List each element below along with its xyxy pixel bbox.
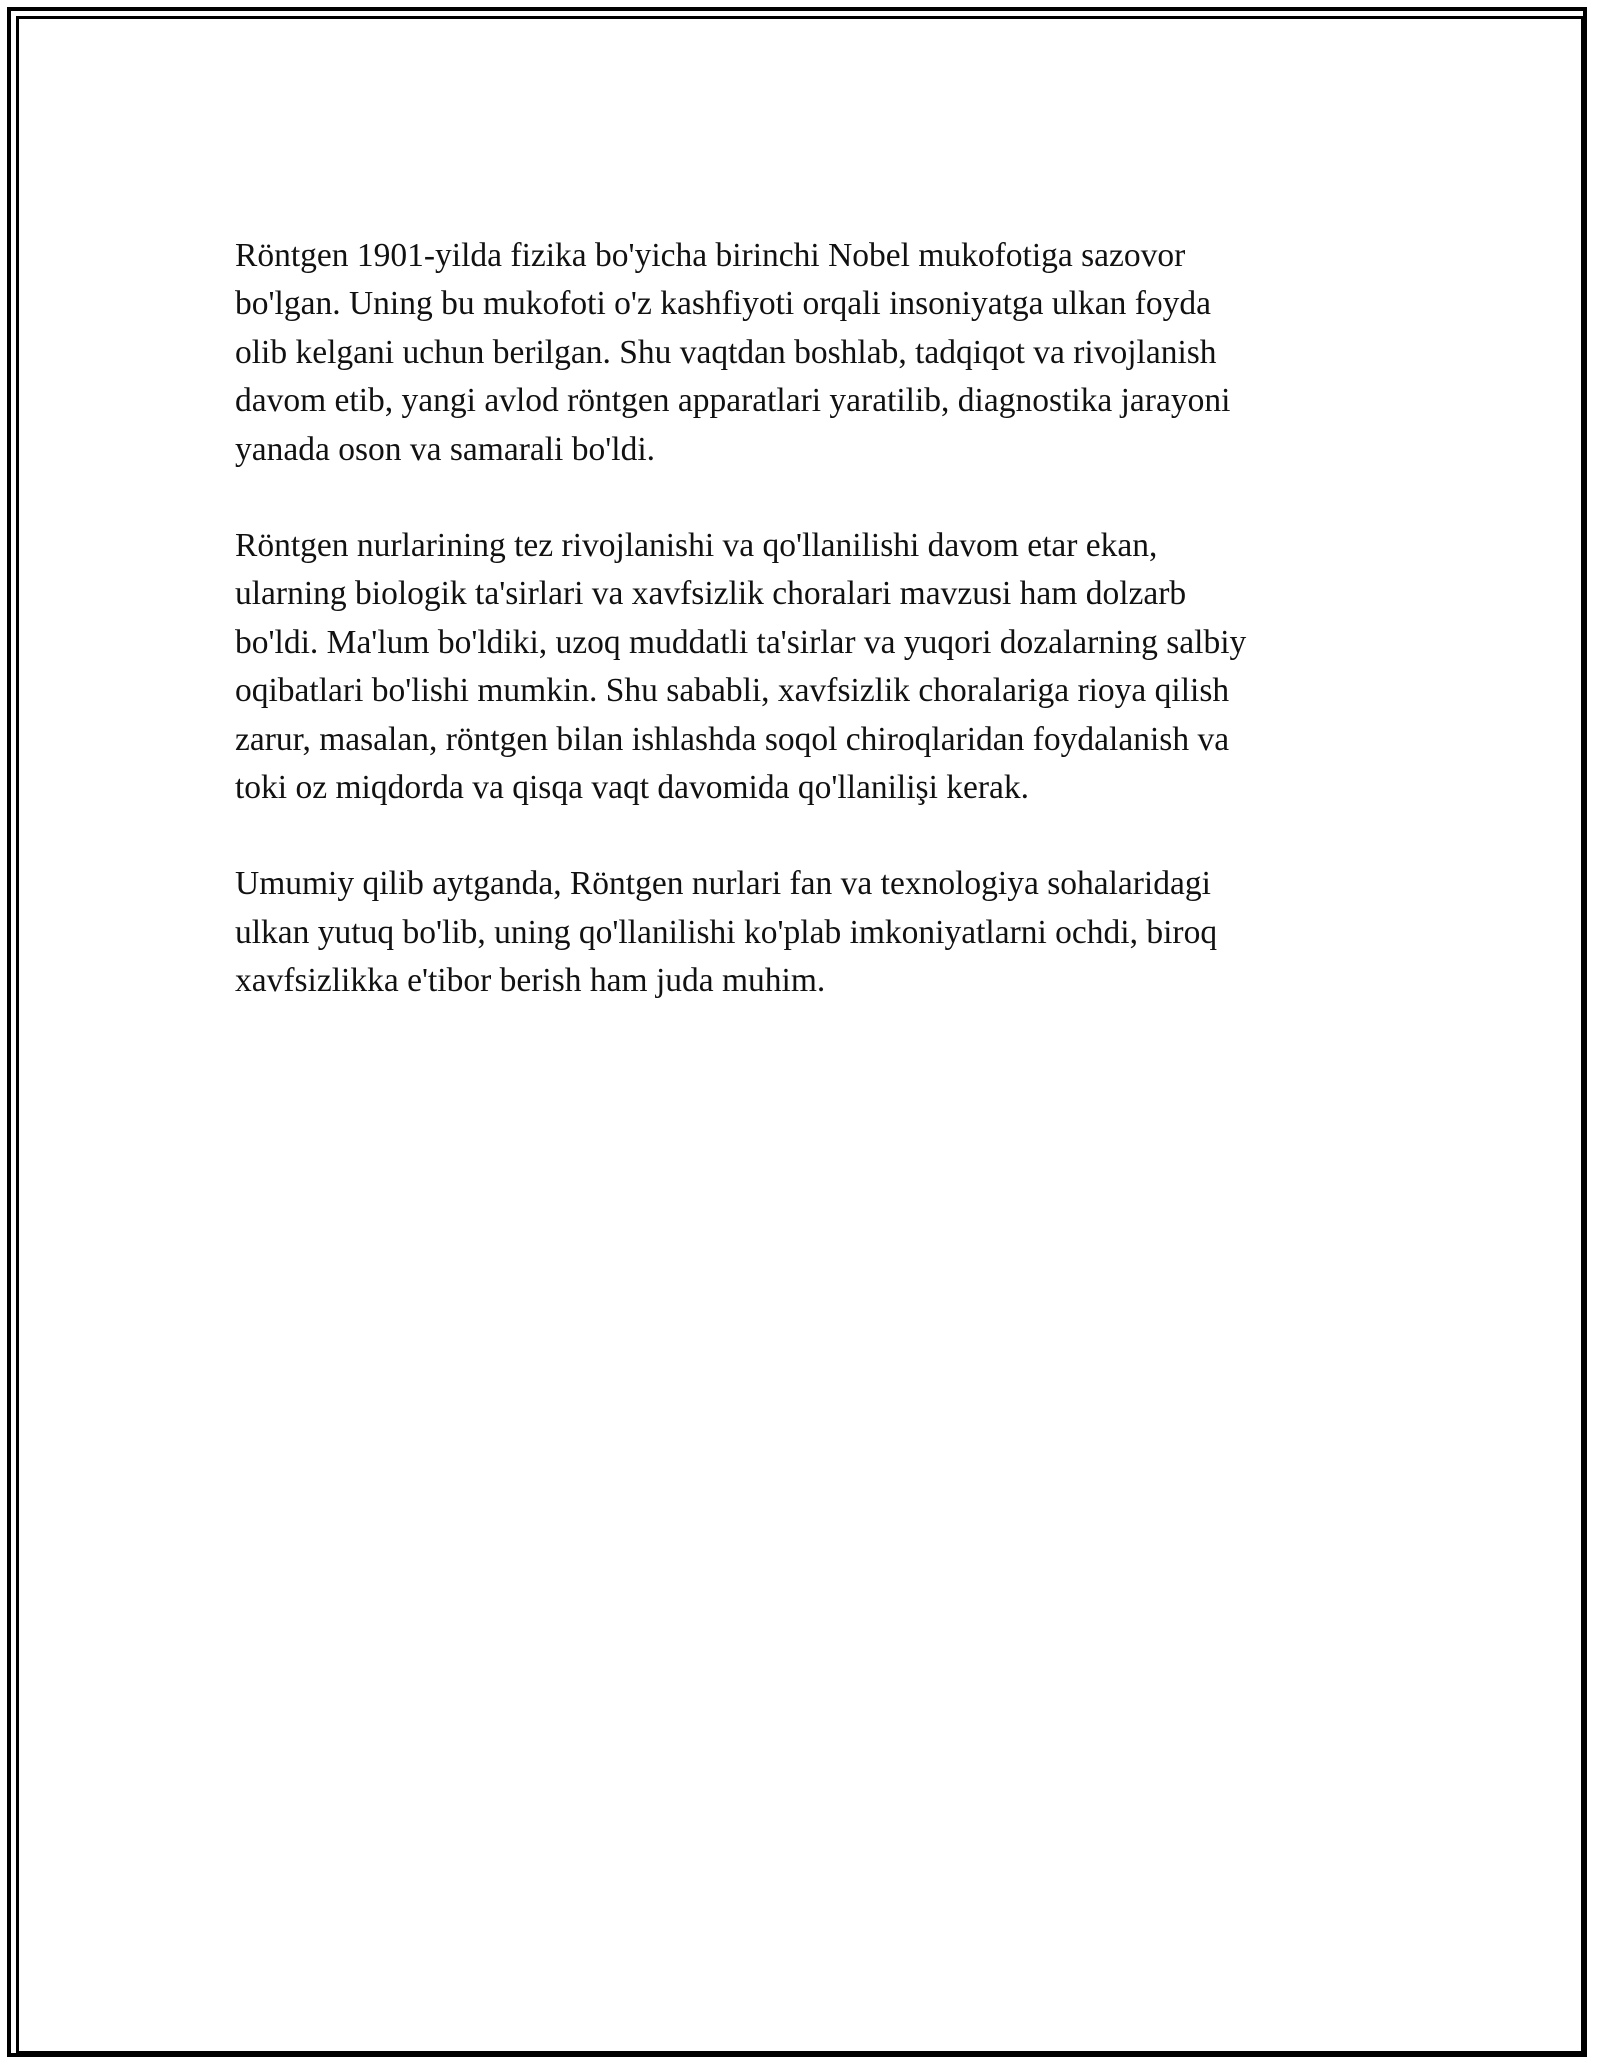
text-line: toki oz miqdorda va qisqa vaqt davomida qo'llanilişi kerak. <box>235 769 1030 807</box>
text-line: bo'lgan. Uning bu mukofoti o'z kashfiyoti orqali insoniyatga ulkan foyda <box>235 285 1211 323</box>
paragraph-nobel-prize <box>235 232 1370 474</box>
text-line: ulkan yutuq bo'lib, uning qo'llanilishi ko'plab imkoniyatlarni ochdi, biroq <box>235 913 1218 951</box>
text-line: Röntgen 1901-yilda fizika bo'yicha birinchi Nobel mukofotiga sazovor <box>235 237 1186 274</box>
text-line: olib kelgani uchun berilgan. Shu vaqtdan boshlab, tadqiqot va rivojlanish <box>235 333 1217 371</box>
text-line: oqibatlari bo'lishi mumkin. Shu sababli, xavfsizlik choralariga rioya qilish <box>235 672 1230 710</box>
paragraph-safety-measures <box>235 522 1370 812</box>
text-line: Röntgen nurlarining tez rivojlanishi va qo'llanilishi davom etar ekan, <box>235 527 1158 565</box>
paragraph-conclusion <box>235 860 1370 1005</box>
text-line: bo'ldi. Ma'lum bo'ldiki, uzoq muddatli ta'sirlar va yuqori dozalarning salbiy <box>235 623 1247 661</box>
text-line: xavfsizlikka e'tibor berish ham juda muhim. <box>235 962 826 1000</box>
document-body <box>235 232 1370 1054</box>
text-line: ularning biologik ta'sirlari va xavfsizlik choralari mavzusi ham dolzarb <box>235 575 1187 613</box>
text-line: Umumiy qilib aytganda, Röntgen nurlari fan va texnologiya sohalaridagi <box>235 865 1211 903</box>
text-line: zarur, masalan, röntgen bilan ishlashda soqol chiroqlaridan foydalanish va <box>235 720 1230 758</box>
text-line: yanada oson va samarali bo'ldi. <box>235 430 656 468</box>
text-line: davom etib, yangi avlod röntgen apparatlari yaratilib, diagnostika jarayoni <box>235 382 1231 420</box>
